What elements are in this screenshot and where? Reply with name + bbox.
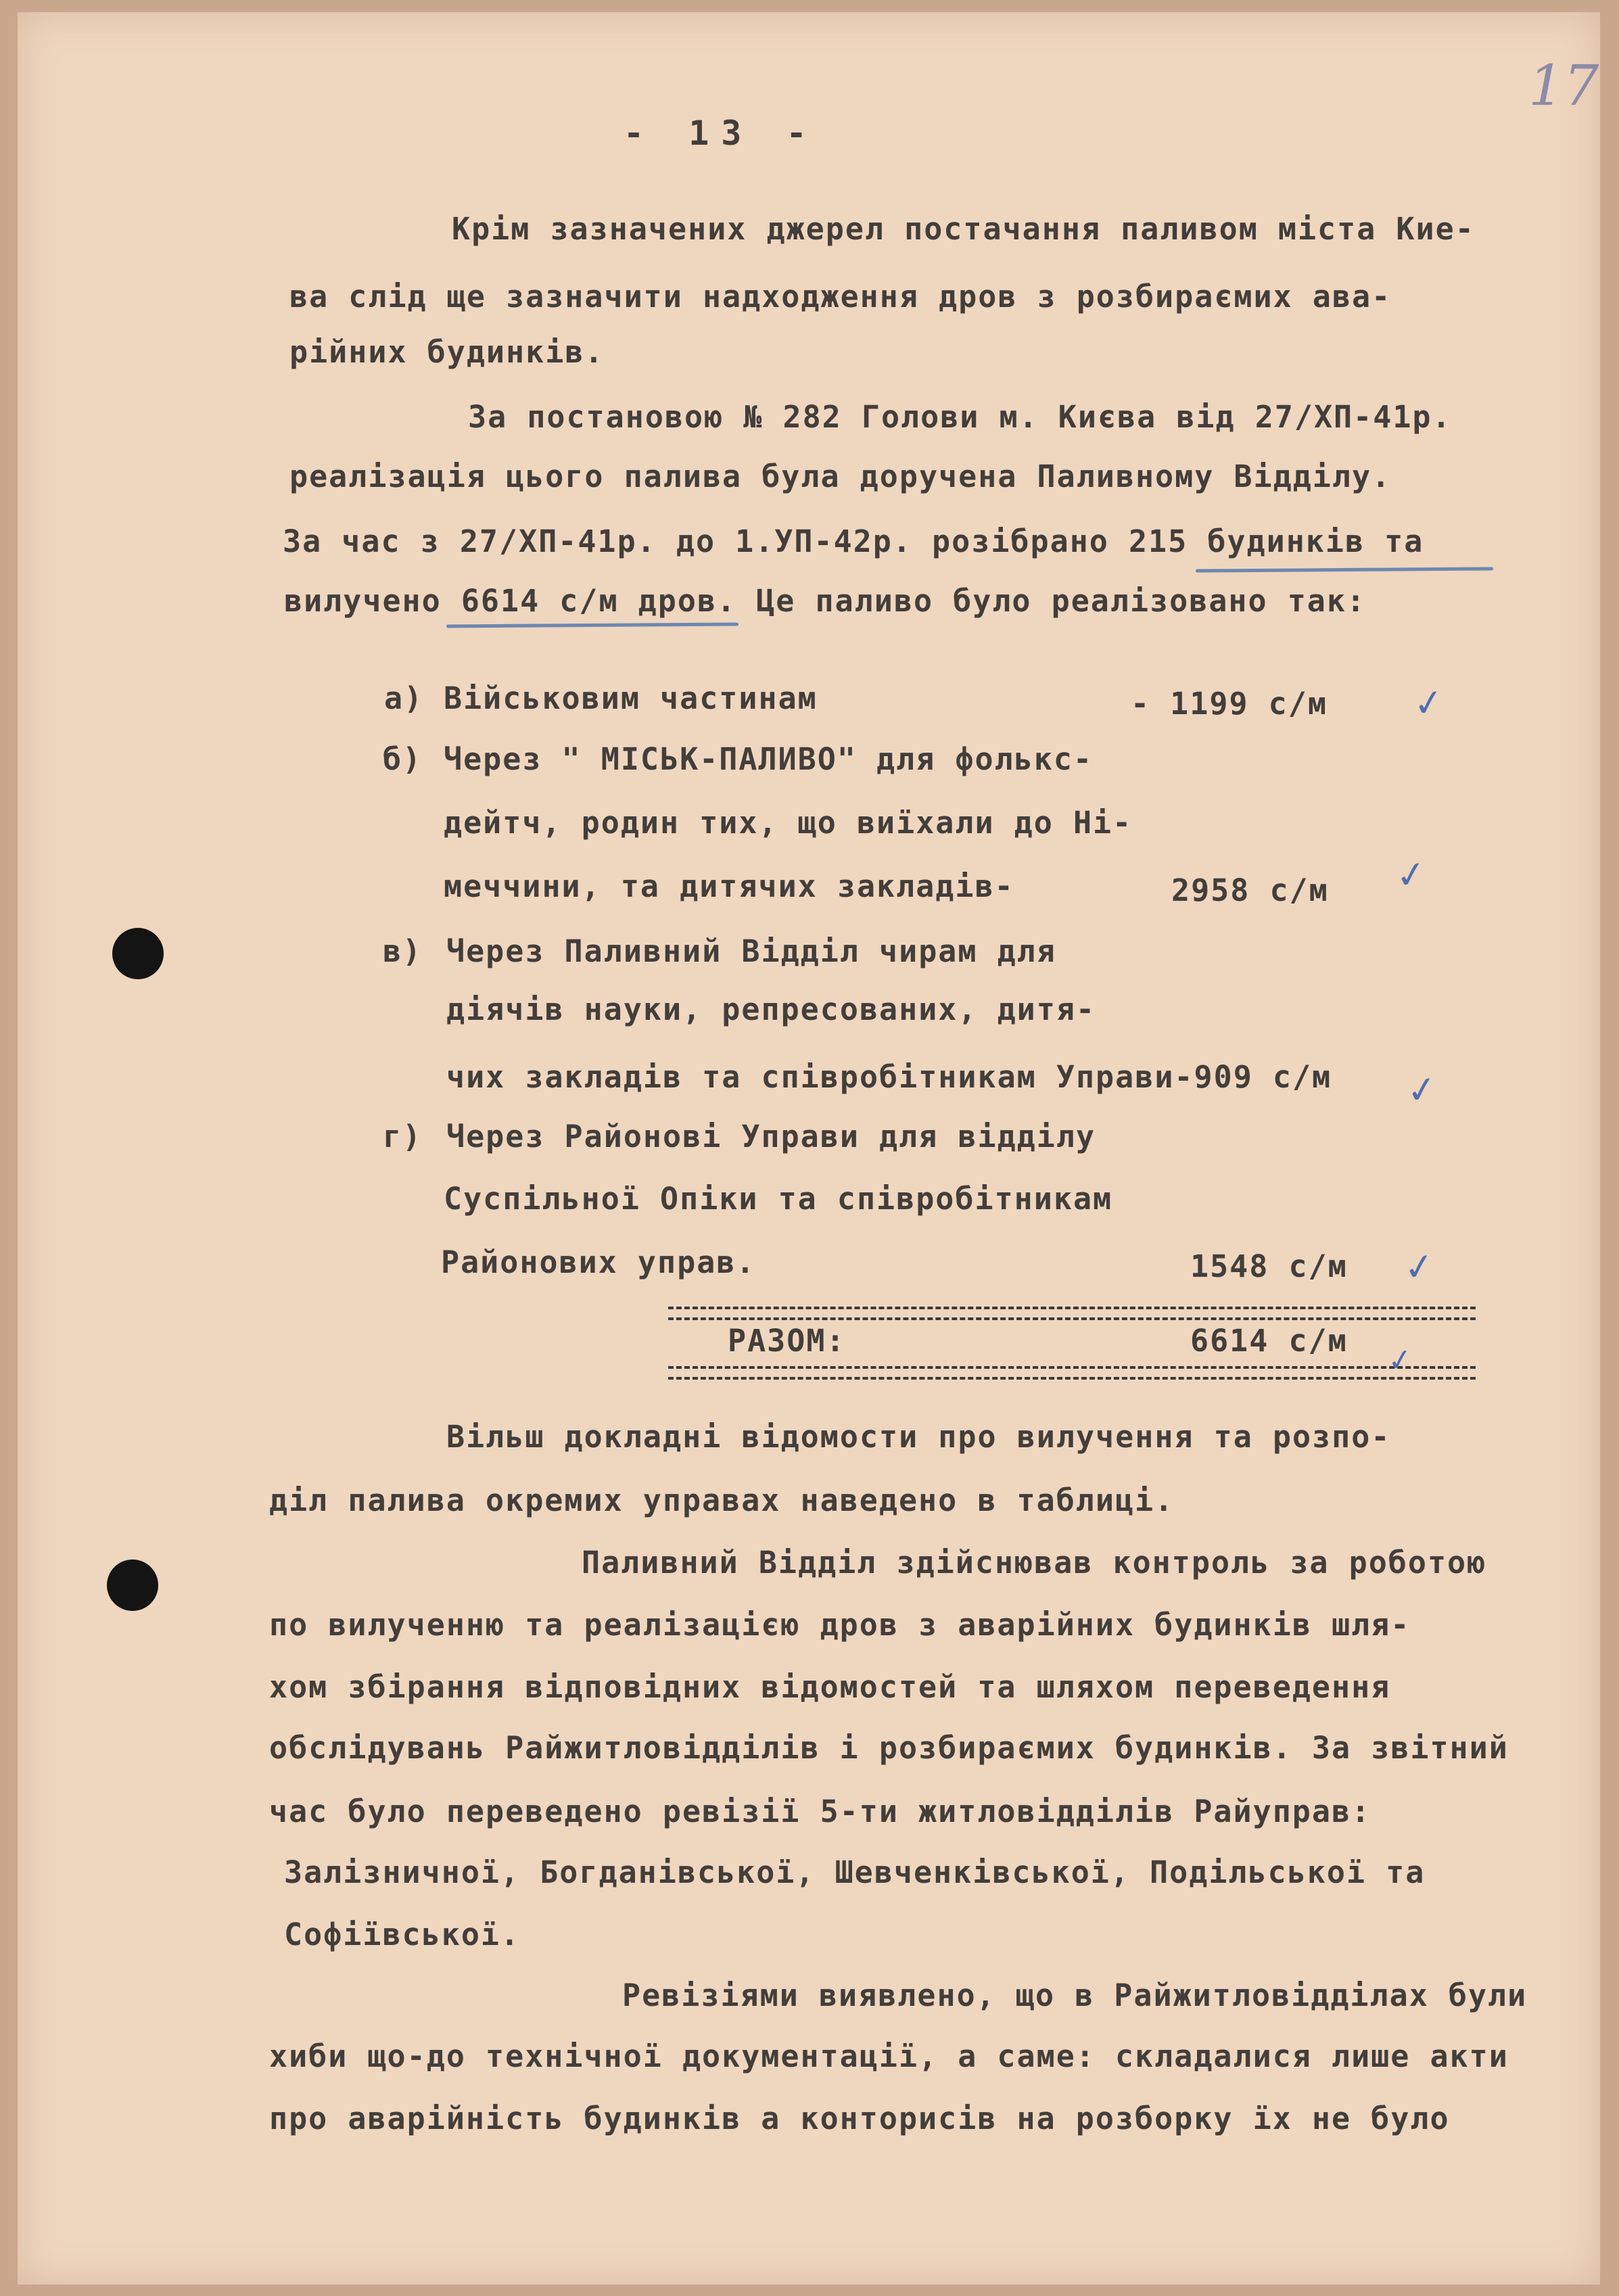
paragraph-line: За постановою № 282 Голови м. Києва від 27/ХП-41р. bbox=[468, 399, 1452, 435]
paragraph-line: ва слід ще зазначити надходження дров з розбираємих ава- bbox=[289, 279, 1392, 314]
distribution-marker: в) bbox=[383, 933, 423, 969]
distribution-amount: 2958 с/м bbox=[1171, 872, 1329, 908]
archive-page-number: 17 bbox=[1528, 54, 1599, 118]
paragraph-line: Вільш докладні відомости про вилучення та розпо- bbox=[446, 1419, 1391, 1455]
distribution-marker: б) bbox=[383, 741, 423, 777]
binder-hole-bottom bbox=[107, 1560, 158, 1611]
paragraph-line: по вилученню та реалізацією дров з аварійних будинків шля- bbox=[269, 1607, 1411, 1643]
distribution-line: дейтч, родин тих, що виїхали до Ні- bbox=[444, 805, 1133, 841]
paragraph-line: вилучено 6614 с/м дров. Це паливо було реалізовано так: bbox=[284, 583, 1367, 619]
binder-hole-top bbox=[112, 928, 164, 979]
checkmark-icon: ✓ bbox=[1401, 1244, 1438, 1290]
paragraph-line: обслідувань Райжитловідділів і розбираємих будинків. За звітний bbox=[269, 1730, 1509, 1766]
paragraph-line: Залізничної, Богданівської, Шевченківської, Подільської та bbox=[284, 1854, 1426, 1890]
total-label: РАЗОМ: bbox=[728, 1323, 846, 1359]
distribution-line: Через Районові Управи для відділу bbox=[446, 1119, 1096, 1154]
paragraph-line: Софіївської. bbox=[284, 1917, 521, 1952]
paragraph-line: про аварійність будинків а конторисів на розборку їх не було bbox=[269, 2101, 1450, 2136]
checkmark-icon: ✓ bbox=[1385, 1341, 1415, 1380]
page-number: - 13 - bbox=[624, 114, 819, 153]
checkmark-icon: ✓ bbox=[1410, 680, 1447, 726]
paragraph-line: Ревізіями виявлено, що в Райжитловідділах були bbox=[622, 1977, 1528, 2013]
distribution-line: Районових управ. bbox=[441, 1244, 756, 1280]
paragraph-line: реалізація цього палива була доручена Паливному Відділу. bbox=[289, 459, 1392, 494]
paragraph-line: діл палива окремих управах наведено в таблиці. bbox=[269, 1482, 1175, 1518]
paragraph-line: хом збірання відповідних відомостей та шляхом переведення bbox=[269, 1669, 1391, 1705]
total-amount: 6614 с/м bbox=[1190, 1323, 1348, 1359]
distribution-line: чих закладів та співробітникам Управи-909 с/м bbox=[446, 1059, 1332, 1095]
paragraph-line: рійних будинків. bbox=[289, 334, 605, 370]
distribution-line: Через Паливний Відділ чирам для bbox=[446, 933, 1056, 969]
checkmark-icon: ✓ bbox=[1392, 851, 1430, 898]
distribution-line: Військовим частинам bbox=[444, 680, 818, 716]
paragraph-line: За час з 27/ХП-41р. до 1.УП-42р. розібрано 215 будинків та bbox=[283, 523, 1424, 559]
checkmark-icon: ✓ bbox=[1403, 1067, 1440, 1113]
paragraph-line: Крім зазначених джерел постачання паливом міста Кие- bbox=[452, 211, 1475, 247]
distribution-amount: 1548 с/м bbox=[1190, 1248, 1348, 1284]
distribution-amount: - 1199 с/м bbox=[1131, 686, 1328, 722]
paragraph-line: Паливний Відділ здійснював контроль за роботою bbox=[582, 1545, 1487, 1580]
distribution-marker: а) bbox=[384, 680, 424, 716]
distribution-line: меччини, та дитячих закладів- bbox=[444, 868, 1014, 904]
distribution-marker: г) bbox=[383, 1119, 423, 1154]
paragraph-line: хиби що-до технічної документації, а саме: складалися лише акти bbox=[269, 2038, 1509, 2074]
distribution-line: Через " МІСЬК-ПАЛИВО" для фолькс- bbox=[444, 741, 1094, 777]
total-rule-top bbox=[668, 1307, 1476, 1320]
distribution-line: Суспільної Опіки та співробітникам bbox=[444, 1181, 1113, 1217]
paragraph-line: час було переведено ревізії 5-ти житловідділів Райуправ: bbox=[269, 1794, 1371, 1829]
distribution-line: діячів науки, репресованих, дитя- bbox=[446, 991, 1096, 1027]
total-rule-bottom bbox=[668, 1366, 1476, 1380]
